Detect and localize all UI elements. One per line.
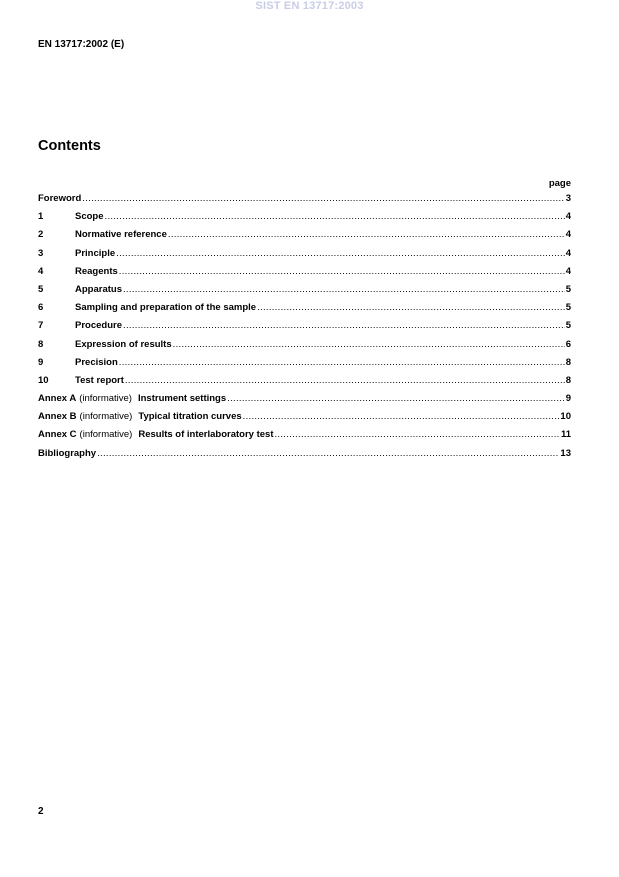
toc-entry-number: 5 <box>38 283 44 295</box>
toc-entry-3[interactable] <box>38 248 571 266</box>
toc-entry-number: 6 <box>38 302 44 314</box>
dot-leader <box>243 411 560 422</box>
toc-entry-page: 4 <box>565 265 571 277</box>
toc-entry-page: 8 <box>565 374 571 386</box>
toc-entry-title: Foreword <box>38 193 82 204</box>
dot-leader <box>97 448 559 459</box>
toc-entry-annex-a[interactable] <box>38 393 571 411</box>
toc-entry-4[interactable] <box>38 266 571 284</box>
toc-entry-title: Bibliography <box>38 447 97 459</box>
toc-entry-page: 4 <box>565 211 571 223</box>
toc-entry-9[interactable] <box>38 357 571 375</box>
toc-entry-number: 8 <box>38 338 44 350</box>
toc-entry-8[interactable] <box>38 339 571 357</box>
dot-leader <box>119 357 565 368</box>
toc-entry-1[interactable] <box>38 211 571 229</box>
toc-entry-page: 5 <box>565 283 571 295</box>
toc-entry-page: 13 <box>560 447 571 459</box>
toc-entry-title: Scope <box>75 211 104 223</box>
toc-entry-page: 10 <box>560 411 571 423</box>
toc-entry-10[interactable] <box>38 375 571 393</box>
toc-entry-number: 9 <box>38 356 44 368</box>
toc-entry-5[interactable] <box>38 284 571 302</box>
toc-entry-title: Procedure <box>75 320 122 332</box>
toc-entry-title: Expression of results <box>75 338 172 350</box>
toc-entry-page: 11 <box>560 429 571 441</box>
toc-entry-title: Apparatus <box>75 283 122 295</box>
toc-entry-title: Typical titration curves <box>138 411 242 423</box>
toc-entry-page: 5 <box>565 320 571 332</box>
document-id: EN 13717:2002 (E) <box>38 39 125 50</box>
toc-entry-number: 3 <box>38 247 44 259</box>
toc-entry-7[interactable] <box>38 320 571 338</box>
dot-leader <box>105 211 565 222</box>
toc-entry-title: Results of interlaboratory test <box>138 429 274 441</box>
annex-kind: (informative) <box>79 393 132 405</box>
toc-entry-page: 5 <box>565 302 571 314</box>
annex-label: Annex C <box>38 429 77 441</box>
toc-entry-title: Test report <box>75 374 124 386</box>
toc-entry-number: 2 <box>38 229 44 241</box>
dot-leader <box>123 284 565 295</box>
toc-entry-title: Precision <box>75 356 118 368</box>
annex-kind: (informative) <box>79 411 133 423</box>
annex-label: Annex A <box>38 393 77 405</box>
toc-entry-number: 10 <box>38 374 49 386</box>
annex-label: Annex B <box>38 411 77 423</box>
toc-entry-bibliography[interactable] <box>38 448 571 466</box>
dot-leader <box>227 393 565 404</box>
toc-entry-title: Instrument settings <box>137 393 227 405</box>
annex-kind: (informative) <box>79 429 133 441</box>
toc-entry-annex-c[interactable] <box>38 429 571 447</box>
dot-leader <box>82 193 564 204</box>
page-number: 2 <box>38 806 44 817</box>
toc-entry-page: 4 <box>565 229 571 241</box>
toc-entry-6[interactable] <box>38 302 571 320</box>
toc-entry-page: 4 <box>565 247 571 259</box>
toc-entry-foreword[interactable] <box>38 193 571 211</box>
dot-leader <box>257 302 565 313</box>
toc-entry-title: Principle <box>75 247 116 259</box>
toc-entry-title: Sampling and preparation of the sample <box>75 302 257 314</box>
toc-entry-page: 8 <box>565 356 571 368</box>
table-of-contents <box>38 193 571 466</box>
toc-entry-title: Normative reference <box>75 229 167 241</box>
dot-leader <box>274 429 559 440</box>
page-column-label: page <box>548 178 571 189</box>
dot-leader <box>116 248 565 259</box>
toc-entry-page: 3 <box>565 193 571 204</box>
toc-entry-annex-b[interactable] <box>38 411 571 429</box>
toc-entry-2[interactable] <box>38 229 571 247</box>
page-title: Contents <box>38 138 101 154</box>
toc-entry-title: Reagents <box>75 265 118 277</box>
dot-leader <box>119 266 565 277</box>
toc-entry-number: 4 <box>38 265 44 277</box>
toc-entry-number: 7 <box>38 320 44 332</box>
toc-entry-number: 1 <box>38 211 44 223</box>
dot-leader <box>123 320 565 331</box>
toc-entry-page: 6 <box>565 338 571 350</box>
dot-leader <box>173 339 565 350</box>
dot-leader <box>125 375 565 386</box>
dot-leader <box>168 229 565 240</box>
toc-entry-page: 9 <box>565 393 571 405</box>
watermark: SIST EN 13717:2003 <box>255 0 364 12</box>
